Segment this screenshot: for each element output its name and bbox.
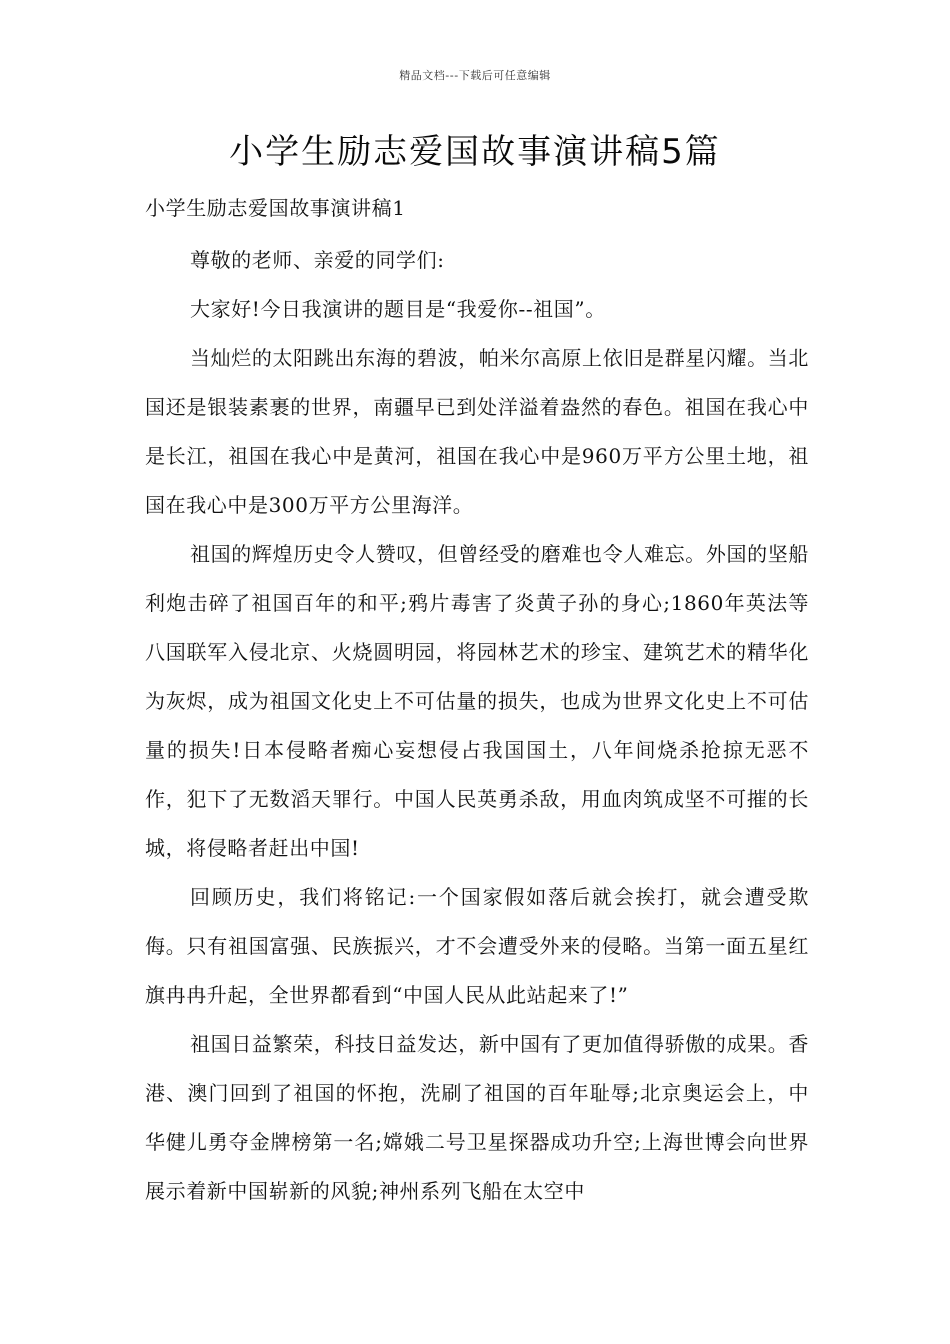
header-note: 精品文档---下载后可任意编辑 (399, 69, 551, 82)
section-title: 小学生励志爱国故事演讲稿1 (145, 196, 406, 220)
paragraph-greeting: 大家好!今日我演讲的题目是“我爱你--祖国”。 (190, 297, 606, 321)
paragraph: 当灿烂的太阳跳出东海的碧波，帕米尔高原上依旧是群星闪耀。当北国还是银装素裹的世界，南疆早已到处洋溢着盎然的春色。祖国在我心中是长江，祖国在我心中是黄河，祖国在我心中是960万平方公里土地，祖国在我心中是300万平方公里海洋。 (145, 346, 809, 517)
document-body (145, 184, 809, 1216)
document-title: 小学生励志爱国故事演讲稿5篇 (229, 132, 721, 172)
paragraph-salutation: 尊敬的老师、亲爱的同学们: (190, 248, 445, 272)
paragraph: 回顾历史，我们将铭记:一个国家假如落后就会挨打，就会遭受欺侮。只有祖国富强、民族振兴，才不会遭受外来的侵略。当第一面五星红旗冉冉升起，全世界都看到“中国人民从此站起来了!” (145, 885, 809, 1007)
paragraph: 祖国日益繁荣，科技日益发达，新中国有了更加值得骄傲的成果。香港、澳门回到了祖国的怀抱，洗刷了祖国的百年耻辱;北京奥运会上，中华健儿勇夺金牌榜第一名;嫦娥二号卫星探器成功升空;上海世博会向世界展示着新中国崭新的风貌;神州系列飞船在太空中 (145, 1032, 809, 1203)
paragraph: 祖国的辉煌历史令人赞叹，但曾经受的磨难也令人难忘。外国的坚船利炮击碎了祖国百年的和平;鸦片毒害了炎黄子孙的身心;1860年英法等八国联军入侵北京、火烧圆明园，将园林艺术的珍宝、建筑艺术的精华化为灰烬，成为祖国文化史上不可估量的损失，也成为世界文化史上不可估量的损失!日本侵略者痴心妄想侵占我国国土，八年间烧杀抢掠无恶不作，犯下了无数滔天罪行。中国人民英勇杀敌，用血肉筑成坚不可摧的长城，将侵略者赶出中国! (145, 542, 809, 860)
